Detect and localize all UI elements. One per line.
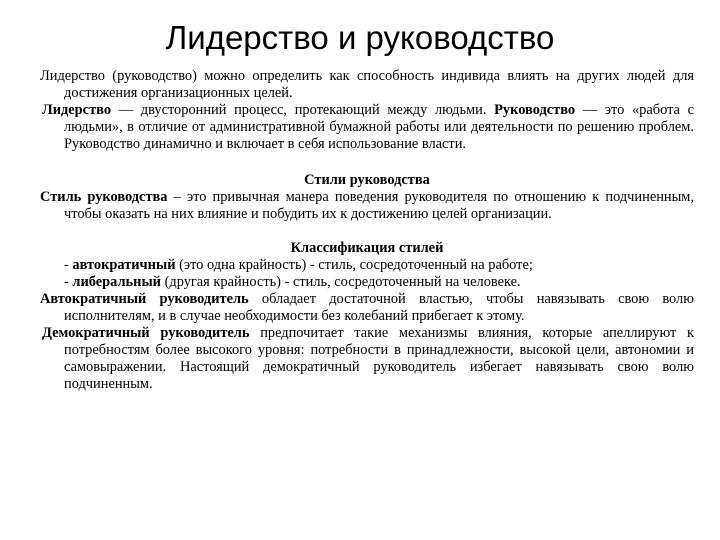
list-item-text: (это одна крайность) - стиль, сосредоточенный на работе; [175, 257, 533, 273]
list-item-prefix: - [64, 274, 73, 290]
democratic-term: Демократичный руководитель [42, 325, 250, 341]
slide-body [40, 68, 694, 393]
list-item-text: (другая крайность) - стиль, сосредоточенный на человеке. [160, 274, 521, 290]
styles-paragraph [40, 189, 694, 223]
autocratic-text: обладает достаточной властью, чтобы навязывать свою волю исполнителям, и в случае необходимости без колебаний прибегает к этому. [64, 291, 694, 324]
definition-paragraph: Лидерство (руководство) можно определить как способность индивида влиять на других людей для достижения организационных целей. [40, 68, 694, 101]
management-text: — это «работа с людьми», в отличие от административной бумажной работы или деятельности по решению проблем. Руководство динамично и включает в себя использование власти. [64, 102, 694, 152]
styles-text: – это привычная манера поведения руководителя по отношению к подчиненным, чтобы оказать на них влияние и побудить их к достижению целей организации. [64, 189, 694, 222]
democratic-text: предпочитает такие механизмы влияния, которые апеллируют к потребностям более высокого уровня: потребности в принадлежности, высокой цели, автономии и самовыражении. Настоящий демократичный руководитель избегает навязывать свою волю подчиненным. [64, 325, 694, 392]
list-item-term: автократичный [72, 257, 176, 273]
styles-heading: Стили руководства [304, 172, 430, 188]
leadership-term: Лидерство [42, 102, 112, 118]
slide-title: Лидерство и руководство [165, 19, 555, 56]
autocratic-term: Автократичный руководитель [40, 291, 249, 307]
list-item-liberal [40, 274, 694, 291]
leadership-paragraph [40, 102, 694, 153]
democratic-paragraph [40, 325, 694, 393]
classification-heading: Классификация стилей [290, 240, 444, 256]
leadership-text: — двусторонний процесс, протекающий между людьми. [111, 102, 495, 118]
management-term: Руководство [494, 102, 576, 118]
list-item-term: либеральный [72, 274, 161, 290]
list-item-autocratic [40, 257, 694, 274]
autocratic-paragraph [40, 291, 694, 325]
styles-term: Стиль руководства [40, 189, 168, 205]
list-item-prefix: - [64, 257, 73, 273]
